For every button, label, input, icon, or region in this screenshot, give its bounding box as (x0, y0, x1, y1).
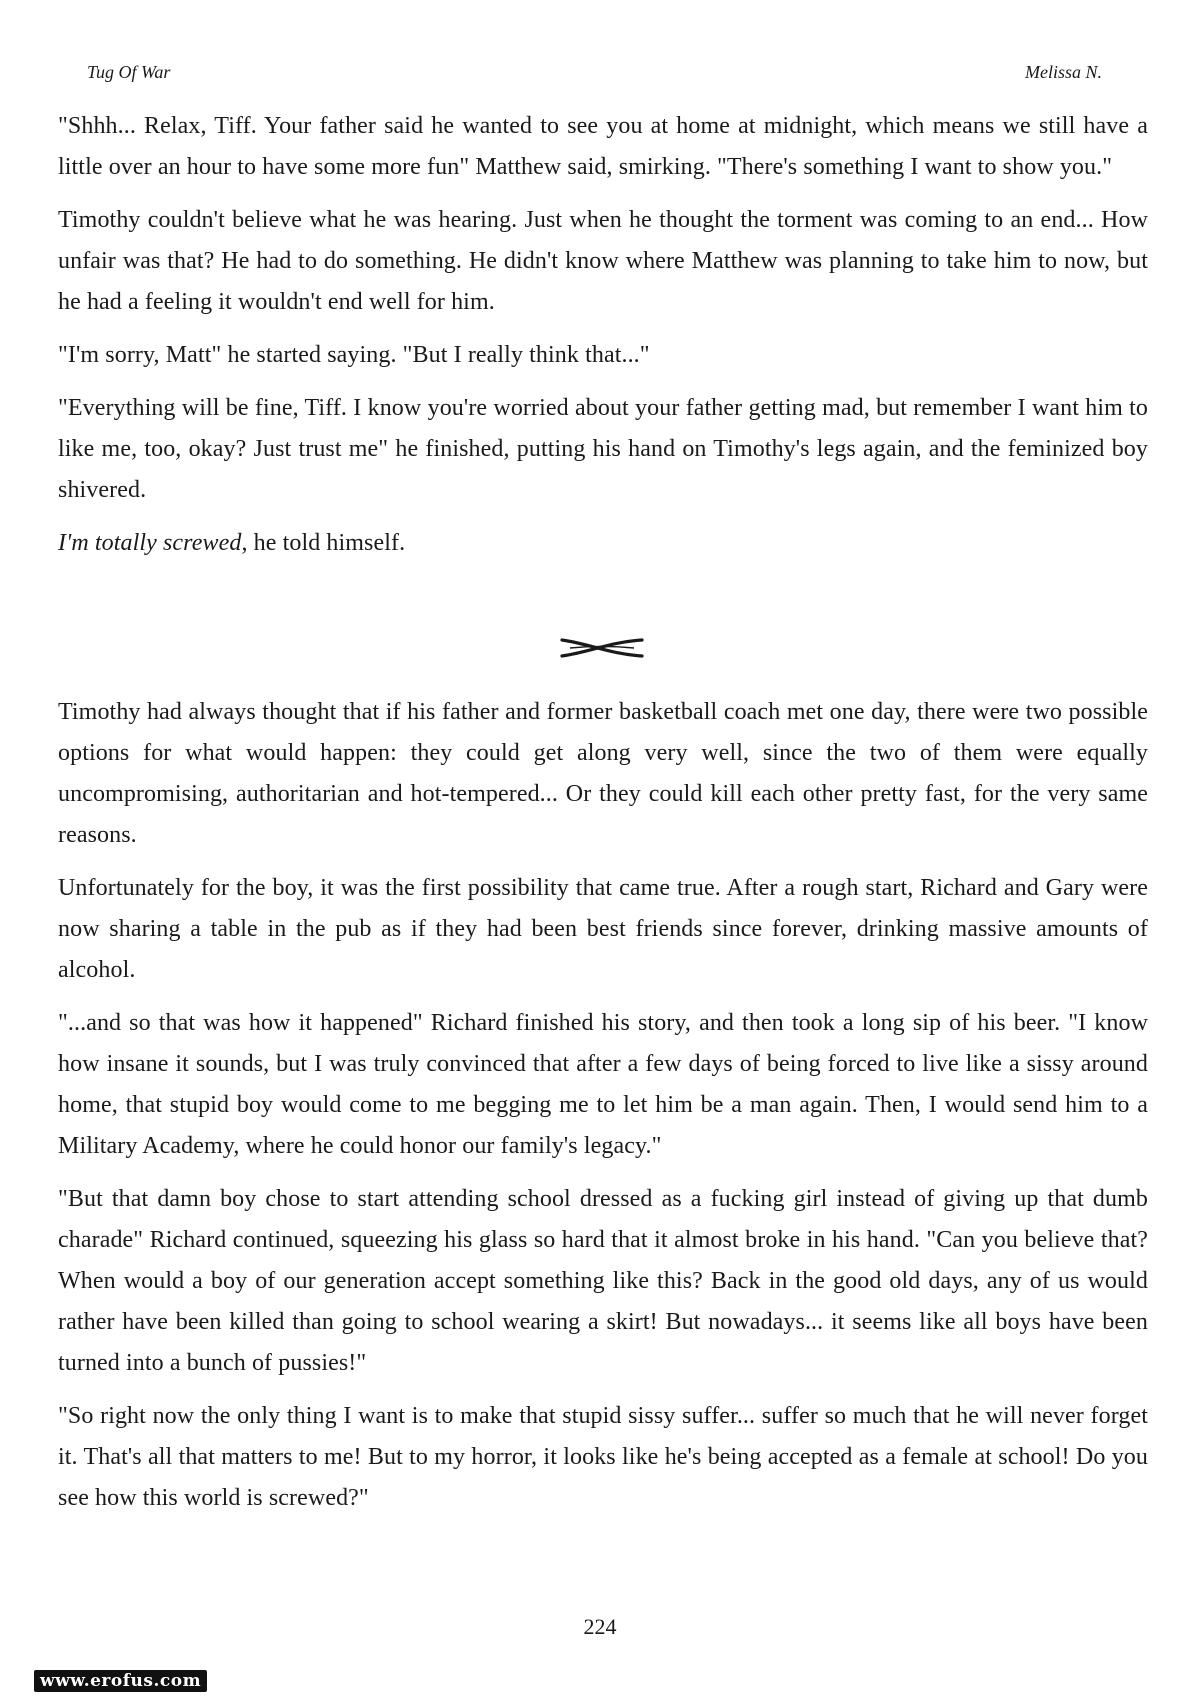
scene-break-ornament-icon (560, 634, 644, 662)
site-watermark: www.erofus.com (34, 1670, 207, 1692)
section-one (58, 106, 1148, 576)
closing-paragraph (58, 523, 1148, 564)
paragraph: "Everything will be fine, Tiff. I know you're worried about your father getting mad, but remember I want him to like me, too, okay? Just trust me" he finished, putting his hand on Timothy's legs again, and the feminized boy shivered. (58, 395, 1148, 503)
paragraph: "Shhh... Relax, Tiff. Your father said he wanted to see you at home at midnight, which means we still have a little over an hour to have some more fun" Matthew said, smirking. "There's something I want to show you." (58, 113, 1148, 180)
inner-thought: I'm totally screwed (58, 530, 242, 556)
paragraph: "I'm sorry, Matt" he started saying. "But I really think that..." (58, 342, 650, 368)
paragraph: "So right now the only thing I want is to make that stupid sissy suffer... suffer so much that he will never forget it. That's all that matters to me! But to my horror, it looks like he's being accepted as a female at school! Do you see how this world is screwed?" (58, 1403, 1148, 1511)
author-name: Melissa N. (1024, 62, 1102, 82)
paragraph: Timothy couldn't believe what he was hearing. Just when he thought the torment was coming to an end... How unfair was that? He had to do something. He didn't know where Matthew was planning to take him to now, but he had a feeling it wouldn't end well for him. (58, 207, 1148, 315)
section-two (58, 692, 1148, 1531)
paragraph: "But that damn boy chose to start attending school dressed as a fucking girl instead of giving up that dumb charade" Richard continued, squeezing his glass so hard that it almost broke in his hand. "Can you believe that? When would a boy of our generation accept something like this? Back in the good old days, any of us would rather have been killed than going to school wearing a skirt! But nowadays... it seems like all boys have been turned into a bunch of pussies!" (58, 1186, 1148, 1376)
paragraph: Unfortunately for the boy, it was the first possibility that came true. After a rough start, Richard and Gary were now sharing a table in the pub as if they had been best friends since forever, drinking massive amounts of alcohol. (58, 875, 1148, 983)
book-title: Tug Of War (87, 62, 171, 82)
paragraph: "...and so that was how it happened" Richard finished his story, and then took a long sip of his beer. "I know how insane it sounds, but I was truly convinced that after a few days of being forced to live like a sissy around home, that stupid boy would come to me begging me to let him be a man again. Then, I would send him to a Military Academy, where he could honor our family's legacy." (58, 1010, 1148, 1159)
page-number: 224 (583, 1614, 617, 1639)
closing-text: , he told himself. (241, 530, 406, 556)
paragraph: Timothy had always thought that if his father and former basketball coach met one day, there were two possible options for what would happen: they could get along very well, since the two of them were equally uncompromising, authoritarian and hot-tempered... Or they could kill each other pretty fast, for the very same reasons. (58, 699, 1148, 848)
